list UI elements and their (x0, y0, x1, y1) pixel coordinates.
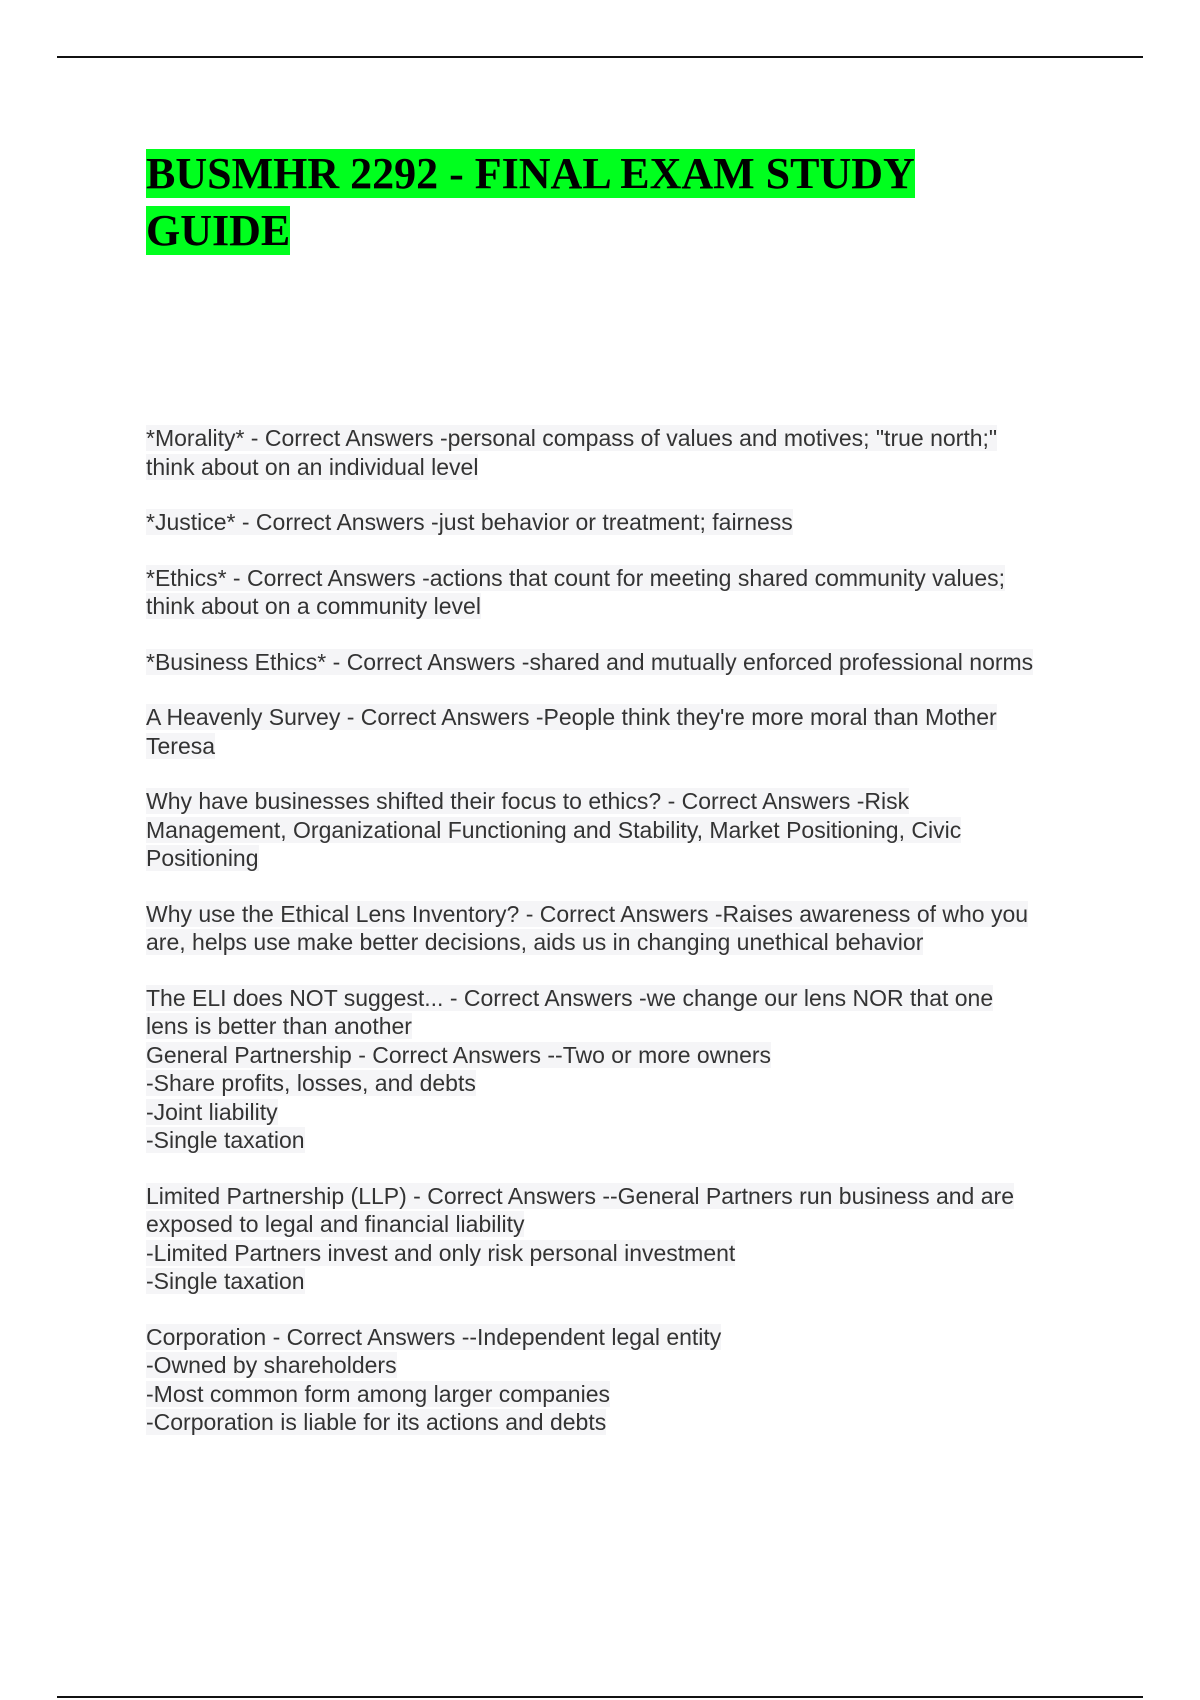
entry-line: -Limited Partners invest and only risk personal investment (146, 1239, 736, 1266)
header-rule (57, 56, 1143, 58)
entry-line: General Partnership - Correct Answers --Two or more owners (146, 1041, 772, 1068)
entry-line: Why have businesses shifted their focus to ethics? - Correct Answers -Risk (146, 788, 910, 814)
entry-line: -Single taxation (146, 1127, 305, 1153)
title-block (146, 145, 1046, 259)
entry-line: are, helps use make better decisions, aids us in changing unethical behavior (146, 929, 924, 955)
entry-morality (146, 424, 1106, 481)
title-line-2: GUIDE (146, 206, 291, 255)
entry-line: -Most common form among larger companies (146, 1380, 610, 1407)
entry-corporation (146, 1323, 1106, 1437)
entry-ethical-lens-inventory (146, 900, 1106, 957)
entry-line: think about on an individual level (146, 453, 479, 480)
entry-line: -Corporation is liable for its actions and debts (146, 1409, 607, 1435)
entry-line: The ELI does NOT suggest... - Correct Answers -we change our lens NOR that one (146, 984, 994, 1011)
entry-general-partnership (146, 1041, 1106, 1155)
entry-ethics (146, 564, 1106, 621)
entry-line: Why use the Ethical Lens Inventory? - Correct Answers -Raises awareness of who you (146, 900, 1029, 927)
entry-line: Corporation - Correct Answers --Independent legal entity (146, 1323, 722, 1350)
entry-line: Limited Partnership (LLP) - Correct Answers --General Partners run business and are (146, 1182, 1014, 1209)
entry-line: Positioning (146, 845, 259, 871)
entry-line: *Ethics* - Correct Answers -actions that count for meeting shared community values; (146, 564, 1006, 591)
entry-heavenly-survey (146, 703, 1106, 760)
entry-line: -Joint liability (146, 1098, 278, 1125)
entry-line: -Share profits, losses, and debts (146, 1070, 476, 1096)
entry-business-ethics (146, 648, 1106, 677)
entry-line: exposed to legal and financial liability (146, 1211, 525, 1237)
entry-line: think about on a community level (146, 593, 481, 619)
entry-line: *Justice* - Correct Answers -just behavior or treatment; fairness (146, 509, 793, 535)
entry-line: Teresa (146, 732, 216, 759)
entry-limited-partnership (146, 1182, 1106, 1296)
entry-eli-does-not-suggest (146, 984, 1106, 1041)
page-title (146, 145, 1046, 259)
entry-line: -Single taxation (146, 1268, 305, 1294)
study-guide-body (146, 424, 1106, 1464)
entry-line: lens is better than another (146, 1013, 412, 1039)
entry-line: A Heavenly Survey - Correct Answers -People think they're more moral than Mother (146, 704, 997, 730)
entry-justice (146, 508, 1106, 537)
entry-line: -Owned by shareholders (146, 1352, 397, 1378)
entry-line: Management, Organizational Functioning and Stability, Market Positioning, Civic (146, 816, 962, 843)
footer-rule (57, 1696, 1143, 1698)
entry-line: *Morality* - Correct Answers -personal compass of values and motives; "true north;" (146, 425, 998, 451)
entry-businesses-shift-ethics (146, 787, 1106, 873)
title-line-1: BUSMHR 2292 - FINAL EXAM STUDY (146, 149, 915, 198)
entry-line: *Business Ethics* - Correct Answers -shared and mutually enforced professional norms (146, 648, 1034, 675)
